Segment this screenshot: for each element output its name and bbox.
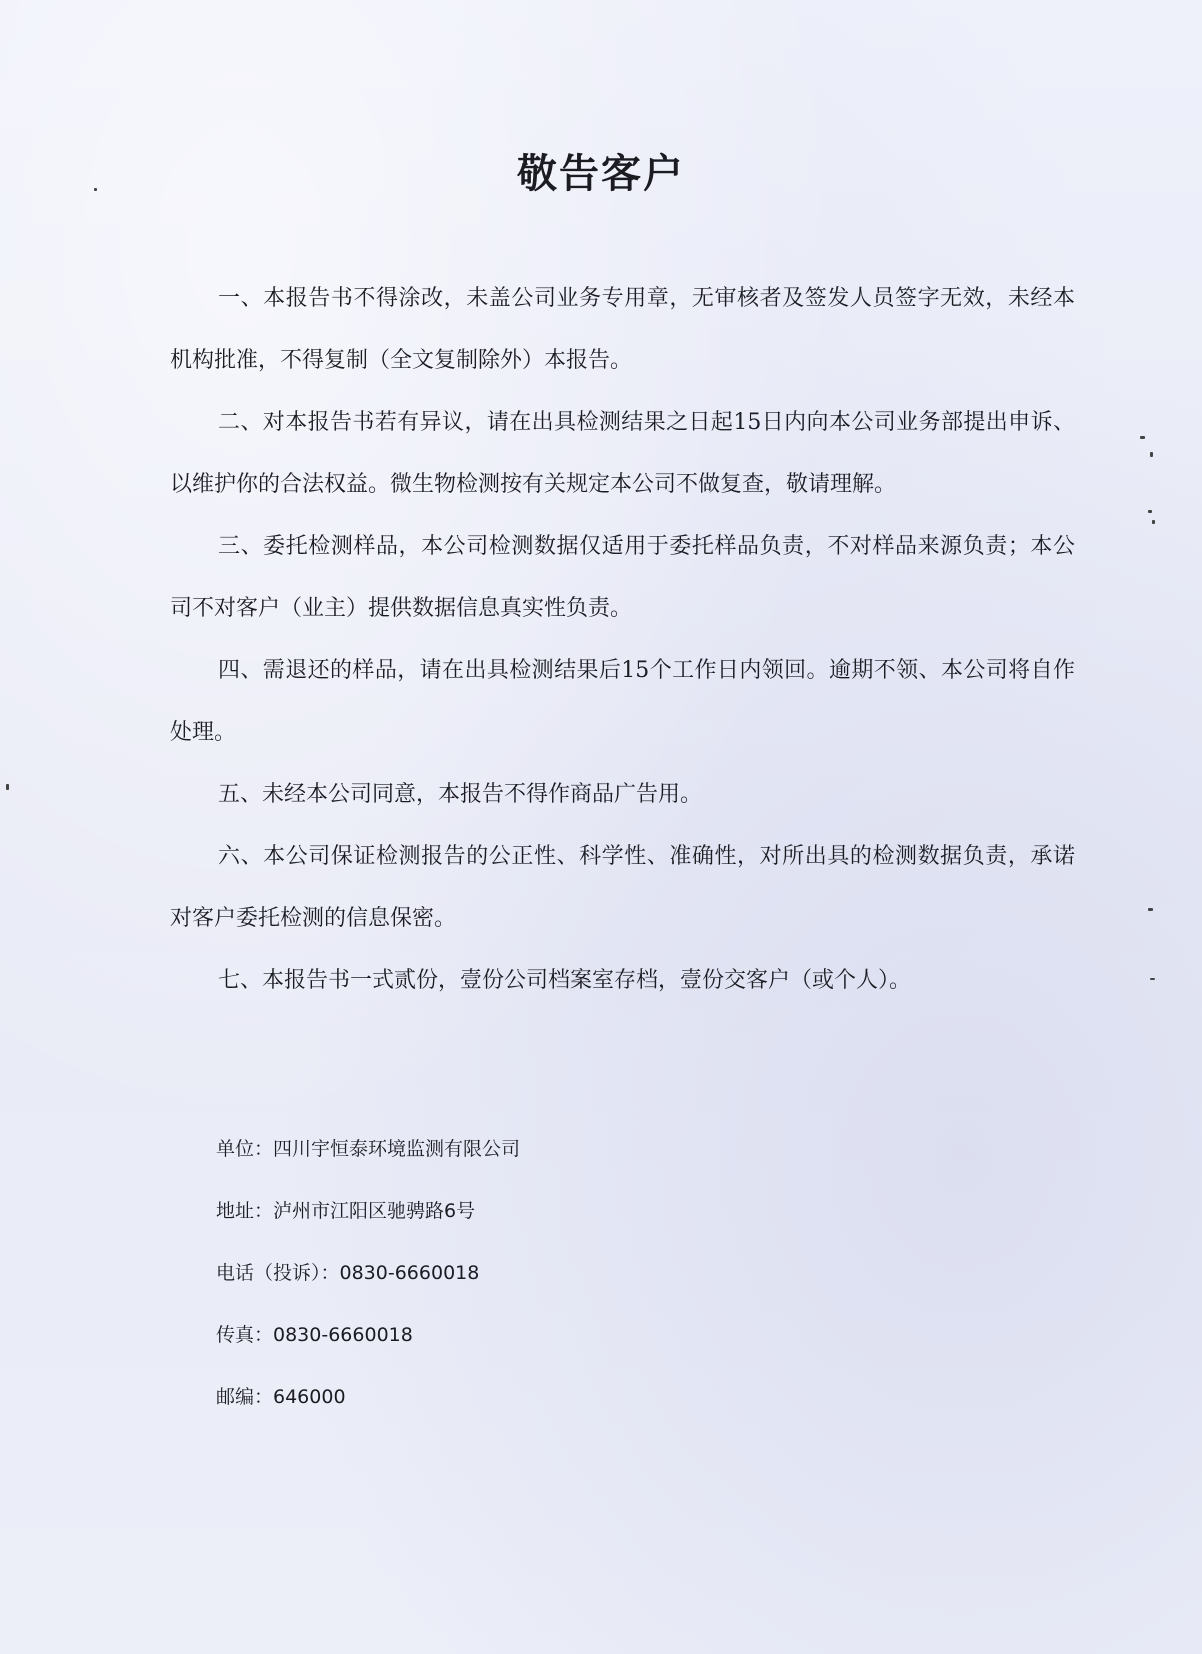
scan-speck [1152,520,1155,524]
notice-paragraph-4: 四、需退还的样品，请在出具检测结果后15个工作日内领回。逾期不领、本公司将自作处理。 [170,658,1075,745]
scan-speck [1148,908,1153,911]
notice-paragraph-1: 一、本报告书不得涂改，未盖公司业务专用章，无审核者及签发人员签字无效，未经本机构批准，不得复制（全文复制除外）本报告。 [170,286,1075,373]
notice-body [170,268,1075,1012]
contact-block [216,1118,520,1428]
contact-phone: 电话（投诉）：0830-6660018 [216,1262,480,1284]
notice-paragraph-7: 七、本报告书一式贰份，壹份公司档案室存档，壹份交客户（或个人）。 [218,968,912,993]
scan-speck [1148,510,1152,513]
notice-paragraph-2: 二、对本报告书若有异议，请在出具检测结果之日起15日内向本公司业务部提出申诉、以维护你的合法权益。微生物检测按有关规定本公司不做复查，敬请理解。 [170,410,1075,497]
scan-speck [94,188,97,191]
contact-fax: 传真：0830-6660018 [216,1324,413,1346]
notice-paragraph-3: 三、委托检测样品，本公司检测数据仅适用于委托样品负责，不对样品来源负责；本公司不对客户（业主）提供数据信息真实性负责。 [170,534,1075,621]
contact-postcode: 邮编：646000 [216,1386,346,1408]
notice-paragraph-5: 五、未经本公司同意，本报告不得作商品广告用。 [218,782,703,807]
scan-speck [6,784,9,790]
scan-speck [1150,452,1153,457]
contact-unit: 单位：四川宇恒泰环境监测有限公司 [216,1138,521,1160]
contact-address: 地址：泸州市江阳区驰骋路6号 [216,1200,476,1222]
notice-paragraph-6: 六、本公司保证检测报告的公正性、科学性、准确性，对所出具的检测数据负责，承诺对客户委托检测的信息保密。 [170,844,1075,931]
scan-speck [1140,436,1145,439]
scan-speck [1150,978,1155,980]
document-title: 敬告客户 [517,150,685,197]
